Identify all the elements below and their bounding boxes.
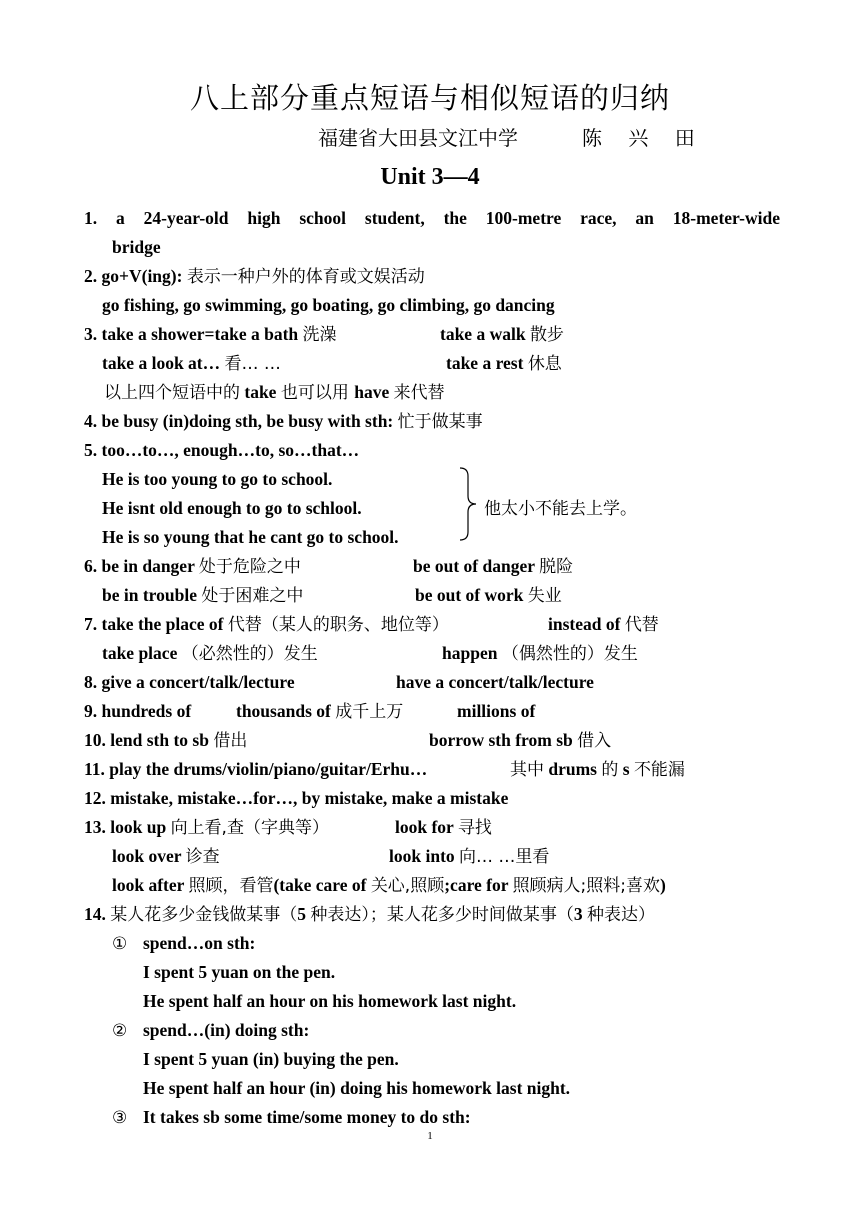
item-14-2-marker: ②	[112, 1021, 128, 1041]
item-5-example-2: He isnt old enough to go to schlool.	[102, 498, 362, 518]
item-14-1-example-1: I spent 5 yuan on the pen.	[143, 962, 336, 982]
item-11-b: 其中 drums 的 s 不能漏	[510, 759, 685, 780]
item-10-a: 10. lend sth to sb 借出	[84, 730, 248, 751]
unit-heading: Unit 3—4	[380, 164, 480, 190]
item-6-b: be out of danger 脱险	[413, 556, 574, 577]
item-2-examples: go fishing, go swimming, go boating, go climbing, go dancing	[102, 295, 555, 315]
right-brace-icon	[456, 466, 482, 542]
item-5-translation: 他太小不能去上学。	[484, 499, 637, 519]
item-14-1-marker: ①	[112, 934, 128, 954]
item-13-a: 13. look up 向上看,查（字典等）	[84, 817, 329, 838]
item-3-d: take a rest 休息	[446, 353, 562, 374]
item-5-example-1: He is too young to go to school.	[102, 469, 333, 489]
item-10-b: borrow sth from sb 借入	[429, 730, 612, 751]
item-4: 4. be busy (in)doing sth, be busy with sth: 忙于做某事	[84, 411, 483, 432]
item-14-heading: 14. 某人花多少金钱做某事（5 种表达）；某人花多少时间做某事（3 种表达）	[84, 904, 655, 925]
item-13-b: look for 寻找	[395, 817, 492, 838]
item-3-b: take a walk 散步	[440, 324, 564, 345]
item-9-c: millions of	[457, 701, 536, 721]
author-name: 陈 兴 田	[582, 126, 705, 150]
item-7-c: take place （必然性的）发生	[102, 643, 318, 664]
item-8-a: 8. give a concert/talk/lecture	[84, 672, 295, 692]
item-14-2: spend…(in) doing sth:	[143, 1020, 310, 1040]
item-11-a: 11. play the drums/violin/piano/guitar/Erhu…	[84, 759, 428, 779]
item-14-1-example-2: He spent half an hour on his homework last night.	[143, 991, 517, 1011]
item-1-line-2: bridge	[112, 237, 161, 257]
item-3-a: 3. take a shower=take a bath 洗澡	[84, 324, 337, 345]
page-number: 1	[427, 1130, 433, 1142]
item-6-d: be out of work 失业	[415, 585, 562, 606]
item-3-note: 以上四个短语中的 take 也可以用 have 来代替	[104, 382, 445, 403]
item-5: 5. too…to…, enough…to, so…that…	[84, 440, 360, 460]
item-9-a: 9. hundreds of	[84, 701, 192, 721]
item-5-example-3: He is so young that he cant go to school.	[102, 527, 399, 547]
item-8-b: have a concert/talk/lecture	[396, 672, 594, 692]
item-6-c: be in trouble 处于困难之中	[102, 585, 304, 606]
item-14-2-example-1: I spent 5 yuan (in) buying the pen.	[143, 1049, 399, 1069]
item-13-c: look over 诊查	[112, 846, 220, 867]
item-13-d: look into 向… …里看	[389, 846, 550, 867]
item-9-b: thousands of 成千上万	[236, 701, 404, 722]
item-1-line-1: 1. a 24-year-old high school student, the 100-metre race, an 18-meter-wide	[84, 208, 780, 228]
item-7-a: 7. take the place of 代替（某人的职务、地位等）	[84, 614, 449, 635]
item-14-3: It takes sb some time/some money to do sth:	[143, 1107, 471, 1127]
item-14-3-marker: ③	[112, 1108, 128, 1128]
item-7-d: happen （偶然性的）发生	[442, 643, 638, 664]
document-title: 八上部分重点短语与相似短语的归纳	[189, 81, 670, 115]
item-6-a: 6. be in danger 处于危险之中	[84, 556, 301, 577]
author-school: 福建省大田县文江中学	[318, 126, 518, 150]
item-3-c: take a look at… 看… …	[102, 353, 281, 374]
item-2: 2. go+V(ing): 表示一种户外的体育或文娱活动	[84, 266, 425, 287]
author-line	[318, 122, 705, 151]
item-12: 12. mistake, mistake…for…, by mistake, make a mistake	[84, 788, 509, 808]
item-14-1: spend…on sth:	[143, 933, 256, 953]
item-13-e: look after 照顾，看管(take care of 关心,照顾;care for 照顾病人;照料;喜欢)	[112, 875, 666, 896]
item-14-2-example-2: He spent half an hour (in) doing his homework last night.	[143, 1078, 571, 1098]
item-7-b: instead of 代替	[548, 614, 659, 635]
